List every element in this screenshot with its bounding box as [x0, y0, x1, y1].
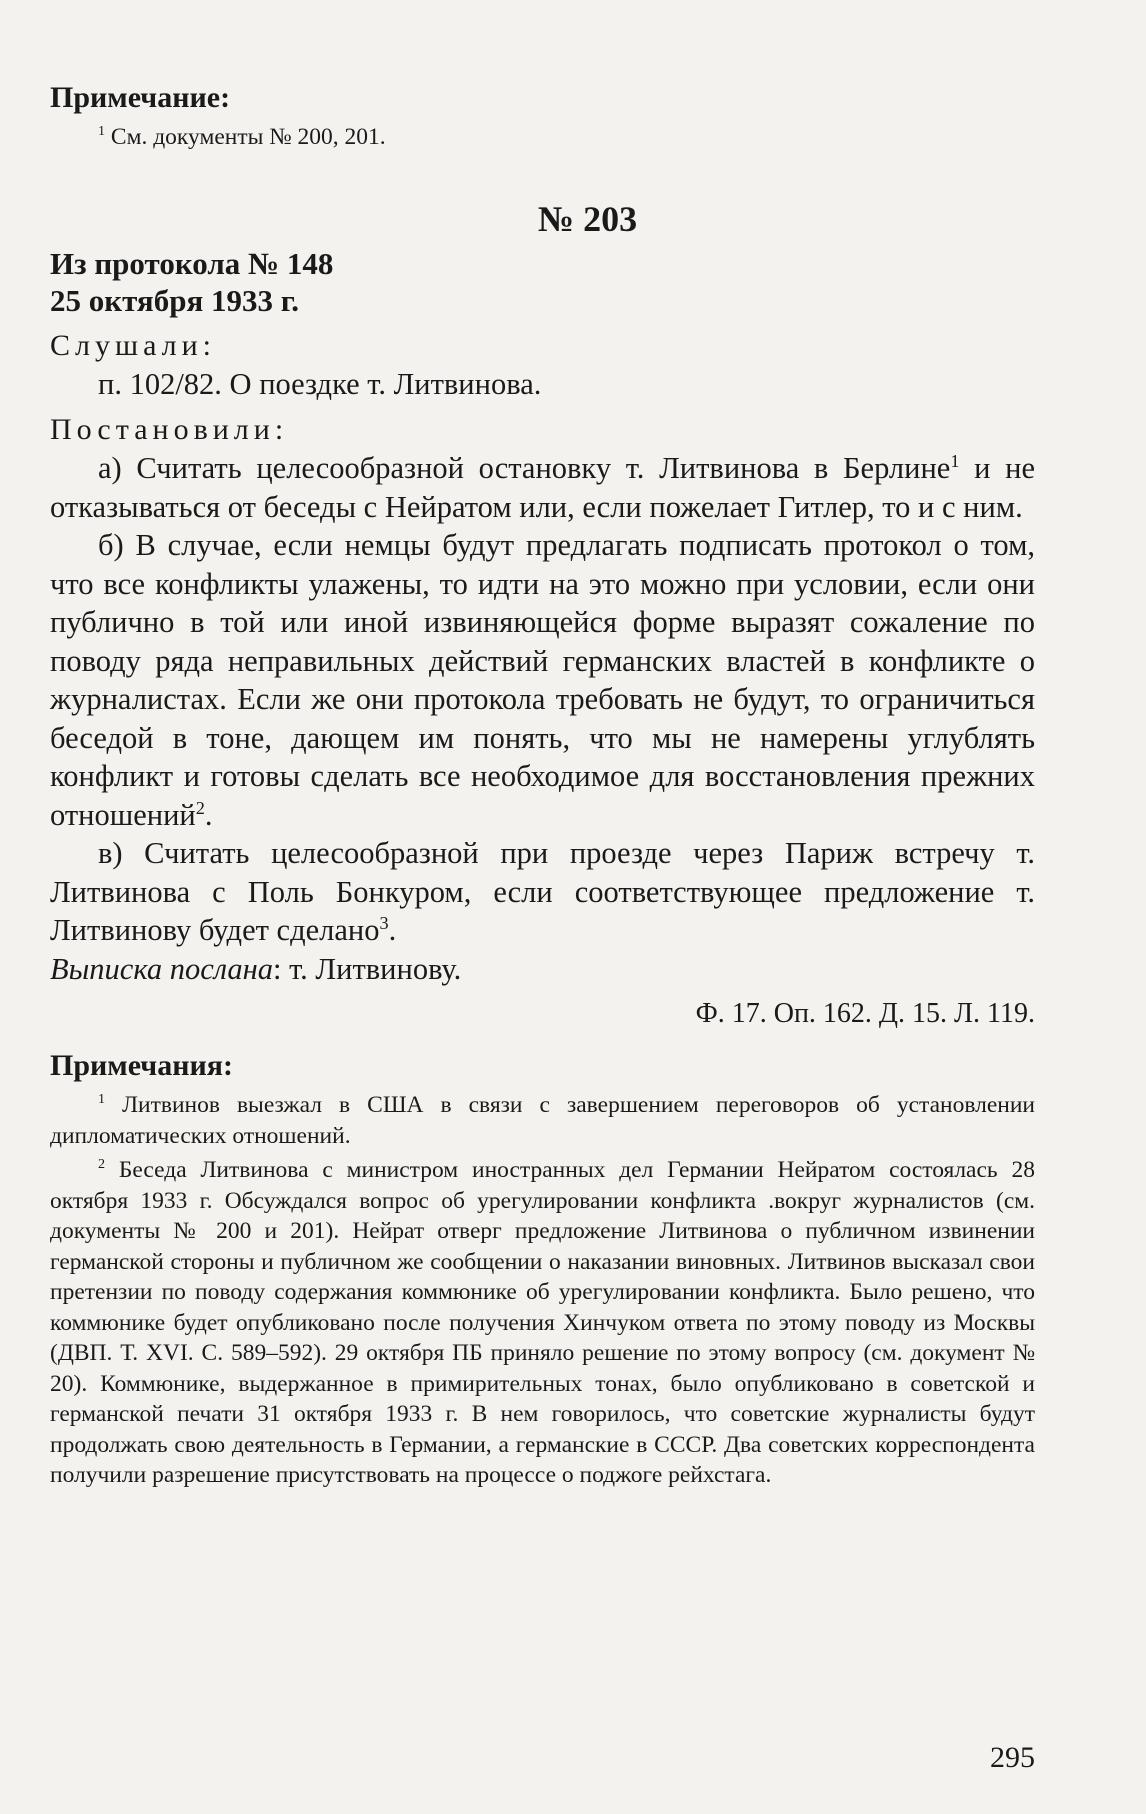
- point-c-end: .: [388, 913, 397, 947]
- page-content: [50, 80, 1035, 1491]
- document-number: № 203: [537, 198, 638, 239]
- footnote-2-text: Беседа Литвинова с министром иностранных дел Германии Нейратом состоялась 28 октября 1933 г. Обсуждался вопрос об урегулировании конфликта .вокруг журналистов (см. документы № 200 и 201). Нейрат отверг предложение Литвинова о публичном извинении германской стороны и публичном же сообщении о наказании виновных. Литвинов высказал свои претензии по поводу содержания коммюнике об урегулировании конфликта. Было решено, что коммюнике будет опубликовано после получения Хинчуком ответа по этому поводу из Москвы (ДВП. Т. XVI. С. 589–592). 29 октября ПБ приняло решение по этому вопросу (см. документ № 20). Коммюнике, выдержанное в примирительных тонах, было опубликовано в советской и германской печати 31 октября 1933 г. В нем говорилось, что советские журналисты будут продолжать свою деятельность в Германии, а германские в СССР. Два советских корреспондента получили разрешение присутствовать на процессе о поджоге рейхстага.: [50, 1157, 1035, 1488]
- heard-text: п. 102/82. О поездке т. Литвинова.: [98, 366, 542, 401]
- top-note-text: См. документы № 200, 201.: [110, 124, 386, 150]
- top-note-text-line: [50, 122, 1035, 153]
- footnote-1-text: Литвинов выезжал в США в связи с завершением переговоров об установлении дипломатических отношений.: [50, 1092, 1035, 1149]
- extract-text: : т. Литвинову.: [273, 951, 462, 986]
- archive-reference: Ф. 17. Оп. 162. Д. 15. Л. 119.: [695, 998, 1035, 1029]
- point-b-end: .: [204, 797, 213, 832]
- page-number: 295: [990, 1741, 1035, 1774]
- decided-label: Постановили:: [50, 413, 289, 446]
- footnote-1-marker: 1: [98, 1091, 106, 1108]
- top-note-marker: 1: [98, 123, 106, 140]
- point-c-text: в) Считать целесообразной при проезде через Париж встречу т. Литвинова с Поль Бонкуром, если соответствующее предложение т. Литвинову будет сделано: [50, 836, 1035, 947]
- extract-line: [50, 950, 1035, 989]
- point-c: [50, 834, 1035, 950]
- extract-label: Выписка послана: [50, 951, 274, 986]
- top-note-heading: Примечание:: [50, 81, 231, 114]
- point-c-footnote-marker: 3: [379, 912, 389, 933]
- point-b-text: б) В случае, если немцы будут предлагать подписать протокол о том, что все конфликты улажены, то идти на это можно при условии, если они публично в той или иной извиняющейся форме выразят сожаление по поводу ряда неправильных действий германских властей в конфликте о журналистах. Если же они протокола требовать не будут, то ограничиться беседой в тоне, дающем им понять, что мы не намерены углублять конфликт и готовы сделать все необходимое для восстановления прежних отношений: [50, 528, 1035, 832]
- point-b: [50, 526, 1035, 834]
- point-a-text-part1: а) Считать целесообразной остановку т. Литвинова в Берлине: [98, 451, 951, 485]
- footnote-2: [50, 1155, 1035, 1491]
- point-b-footnote-marker: 2: [195, 797, 205, 818]
- decision-body: [50, 449, 1035, 988]
- point-a: [50, 449, 1035, 526]
- footnote-2-marker: 2: [98, 1156, 106, 1173]
- footnotes-heading: Примечания:: [50, 1049, 234, 1082]
- point-a-text-part2: и не отказываться от беседы с Нейратом или, если пожелает Гитлер, то и с ним.: [50, 451, 1036, 524]
- document-title-line1: Из протокола № 148: [50, 245, 334, 281]
- heard-label: Слушали:: [50, 328, 217, 362]
- footnotes: [50, 1048, 1035, 1491]
- top-note: [50, 80, 1035, 153]
- footnote-1: [50, 1090, 1035, 1151]
- point-a-footnote-marker: 1: [950, 450, 960, 471]
- document-title-line2: 25 октября 1933 г.: [50, 282, 300, 318]
